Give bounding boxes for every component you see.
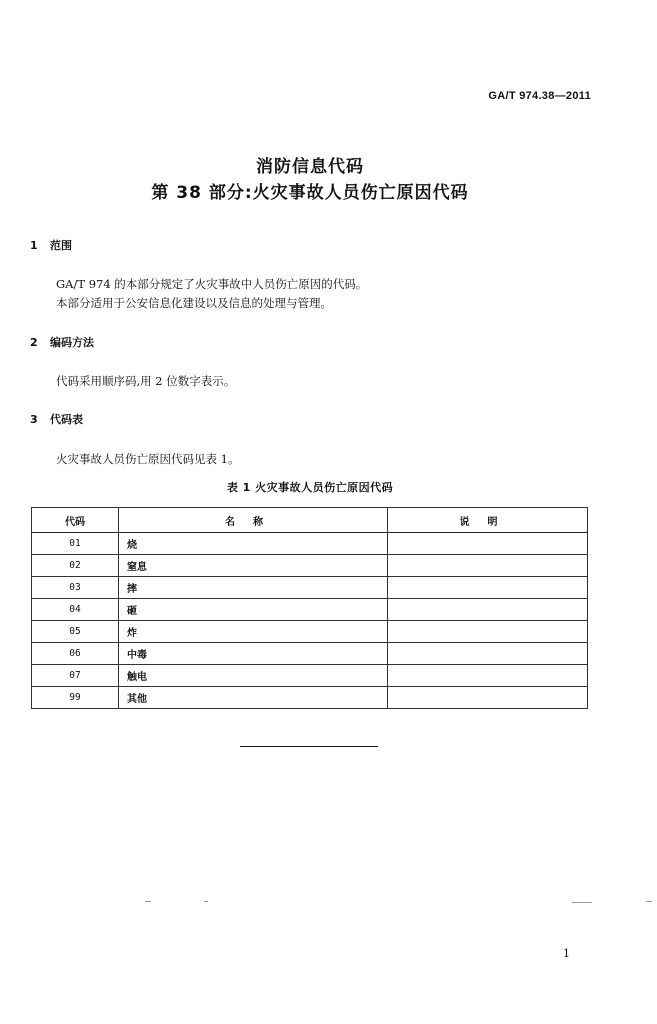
section-number: 2 bbox=[30, 336, 38, 349]
table-row bbox=[32, 687, 588, 709]
end-of-document-rule bbox=[240, 746, 378, 747]
scan-speck bbox=[145, 901, 151, 902]
document-subtitle: 第 38 部分:火灾事故人员伤亡原因代码 bbox=[151, 183, 469, 203]
cell-name: 烧 bbox=[119, 533, 388, 555]
cell-code: 01 bbox=[32, 533, 119, 555]
cell-note bbox=[388, 687, 588, 709]
cell-code: 03 bbox=[32, 577, 119, 599]
cell-code: 07 bbox=[32, 665, 119, 687]
cell-note bbox=[388, 533, 588, 555]
section-heading-code-table bbox=[30, 411, 83, 427]
scan-speck bbox=[572, 902, 592, 903]
paragraph-scope-1: GA/T 974 的本部分规定了火灾事故中人员伤亡原因的代码。 bbox=[56, 277, 368, 291]
table-row bbox=[32, 555, 588, 577]
cell-note bbox=[388, 643, 588, 665]
cell-note bbox=[388, 599, 588, 621]
header-note: 说明 bbox=[388, 508, 588, 533]
paragraph-scope-2: 本部分适用于公安信息化建设以及信息的处理与管理。 bbox=[56, 296, 332, 310]
section-title: 范围 bbox=[50, 239, 72, 252]
section-title: 编码方法 bbox=[50, 336, 94, 349]
cell-note bbox=[388, 665, 588, 687]
table-caption: 表 1 火灾事故人员伤亡原因代码 bbox=[226, 481, 394, 494]
cell-note bbox=[388, 555, 588, 577]
table-header-row bbox=[32, 508, 588, 533]
table-row bbox=[32, 599, 588, 621]
section-heading-coding-method bbox=[30, 334, 94, 350]
table-row bbox=[32, 621, 588, 643]
standard-code: GA/T 974.38—2011 bbox=[488, 90, 591, 102]
page-number: 1 bbox=[563, 947, 570, 960]
cell-code: 06 bbox=[32, 643, 119, 665]
header-name: 名称 bbox=[119, 508, 388, 533]
header-code: 代码 bbox=[32, 508, 119, 533]
table-row bbox=[32, 643, 588, 665]
cell-code: 02 bbox=[32, 555, 119, 577]
cell-code: 05 bbox=[32, 621, 119, 643]
cell-note bbox=[388, 621, 588, 643]
cell-name: 摔 bbox=[119, 577, 388, 599]
section-number: 3 bbox=[30, 413, 38, 426]
table-row bbox=[32, 533, 588, 555]
cell-name: 其他 bbox=[119, 687, 388, 709]
section-title: 代码表 bbox=[50, 413, 83, 426]
cell-note bbox=[388, 577, 588, 599]
scan-speck bbox=[646, 901, 652, 902]
cell-code: 99 bbox=[32, 687, 119, 709]
table-row bbox=[32, 665, 588, 687]
document-title: 消防信息代码 bbox=[256, 157, 364, 177]
cell-name: 触电 bbox=[119, 665, 388, 687]
cell-name: 炸 bbox=[119, 621, 388, 643]
paragraph-coding-method: 代码采用顺序码,用 2 位数字表示。 bbox=[56, 374, 236, 388]
cell-name: 窒息 bbox=[119, 555, 388, 577]
paragraph-code-table: 火灾事故人员伤亡原因代码见表 1。 bbox=[56, 452, 240, 466]
cell-name: 砸 bbox=[119, 599, 388, 621]
section-heading-scope bbox=[30, 237, 72, 253]
table-row bbox=[32, 577, 588, 599]
section-number: 1 bbox=[30, 239, 38, 252]
scan-speck bbox=[204, 901, 208, 902]
cell-code: 04 bbox=[32, 599, 119, 621]
cell-name: 中毒 bbox=[119, 643, 388, 665]
code-table bbox=[31, 507, 588, 709]
